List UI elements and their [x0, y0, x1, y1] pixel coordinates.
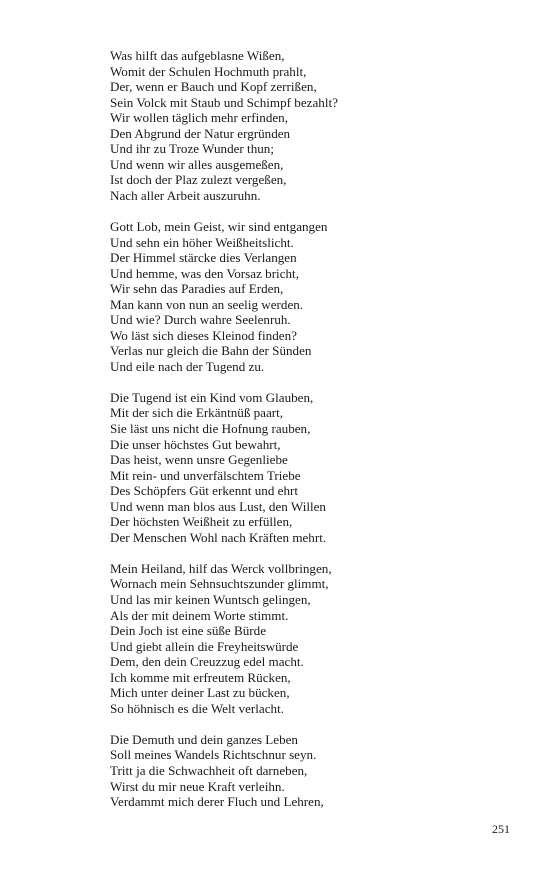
- poem-line: Gott Lob, mein Geist, wir sind entgangen: [110, 218, 328, 234]
- poem-line: Der höchsten Weißheit zu erfüllen,: [110, 514, 293, 530]
- stanza-2: [110, 219, 530, 374]
- poem-line: Als der mit deinem Worte stimmt.: [110, 607, 289, 623]
- poem-line: Mit rein- und unverfälschtem Triebe: [110, 467, 301, 483]
- poem-line: Ich komme mit erfreutem Rücken,: [110, 669, 291, 685]
- poem-line: Wir sehn das Paradies auf Erden,: [110, 281, 284, 297]
- poem-line: Den Abgrund der Natur ergründen: [110, 125, 291, 141]
- poem-line: Verdammt mich derer Fluch und Lehren,: [110, 794, 324, 810]
- poem-line: Nach aller Arbeit auszuruhn.: [110, 187, 261, 203]
- poem-line: Und hemme, was den Vorsaz bricht,: [110, 265, 299, 281]
- poem-line: Und giebt allein die Freyheitswürde: [110, 638, 299, 654]
- poem-line: Sie läst uns nicht die Hofnung rauben,: [110, 421, 311, 437]
- poem-line: So höhnisch es die Welt verlacht.: [110, 700, 284, 716]
- poem-line: Mit der sich die Erkäntnüß paart,: [110, 405, 284, 421]
- poem-line: Ist doch der Plaz zulezt vergeßen,: [110, 172, 287, 188]
- poem-line: Womit der Schulen Hochmuth prahlt,: [110, 63, 307, 79]
- poem-text: [110, 48, 530, 825]
- poem-line: Die unser höchstes Gut bewahrt,: [110, 436, 281, 452]
- poem-line: Der Menschen Wohl nach Kräften mehrt.: [110, 529, 327, 545]
- poem-line: Und eile nach der Tugend zu.: [110, 358, 265, 374]
- poem-line: Das heist, wenn unsre Gegenliebe: [110, 452, 288, 468]
- poem-line: Wornach mein Sehnsuchtszunder glimmt,: [110, 576, 329, 592]
- stanza-3: [110, 390, 530, 545]
- poem-line: Wir wollen täglich mehr erfinden,: [110, 110, 288, 126]
- poem-line: Sein Volck mit Staub und Schimpf bezahlt?: [110, 94, 338, 110]
- poem-line: Die Demuth und dein ganzes Leben: [110, 731, 298, 747]
- poem-line: Verlas nur gleich die Bahn der Sünden: [110, 343, 312, 359]
- poem-line: Mein Heiland, hilf das Werck vollbringen,: [110, 560, 332, 576]
- poem-line: Und wenn man blos aus Lust, den Willen: [110, 498, 326, 514]
- poem-line: Mich unter deiner Last zu bücken,: [110, 685, 290, 701]
- poem-line: Dem, den dein Creuzzug edel macht.: [110, 654, 304, 670]
- stanza-5: [110, 732, 530, 810]
- poem-line: Des Schöpfers Güt erkennt und ehrt: [110, 483, 298, 499]
- poem-line: Soll meines Wandels Richtschnur seyn.: [110, 747, 317, 763]
- poem-line: Tritt ja die Schwachheit oft darneben,: [110, 762, 308, 778]
- stanza-1: [110, 48, 530, 203]
- poem-line: Der, wenn er Bauch und Kopf zerrißen,: [110, 79, 317, 95]
- page-number: 251: [492, 822, 510, 836]
- poem-line: Und las mir keinen Wuntsch gelingen,: [110, 592, 311, 607]
- stanza-4: [110, 561, 530, 716]
- poem-line: Wo läst sich dieses Kleinod finden?: [110, 327, 297, 343]
- poem-line: Der Himmel stärcke dies Verlangen: [110, 250, 297, 266]
- poem-line: Die Tugend ist ein Kind vom Glauben,: [110, 389, 314, 405]
- poem-line: Man kann von nun an seelig werden.: [110, 296, 304, 312]
- poem-line: Und ihr zu Troze Wunder thun;: [110, 141, 274, 157]
- poem-line: Dein Joch ist eine süße Bürde: [110, 623, 266, 639]
- poem-line: Und wenn wir alles ausgemeßen,: [110, 156, 284, 172]
- poem-line: Und sehn ein höher Weißheitslicht.: [110, 234, 294, 250]
- poem-line: Und wie? Durch wahre Seelenruh.: [110, 312, 291, 328]
- poem-line: Wirst du mir neue Kraft verleihn.: [110, 778, 285, 794]
- poem-line: Was hilft das aufgeblasne Wißen,: [110, 48, 285, 63]
